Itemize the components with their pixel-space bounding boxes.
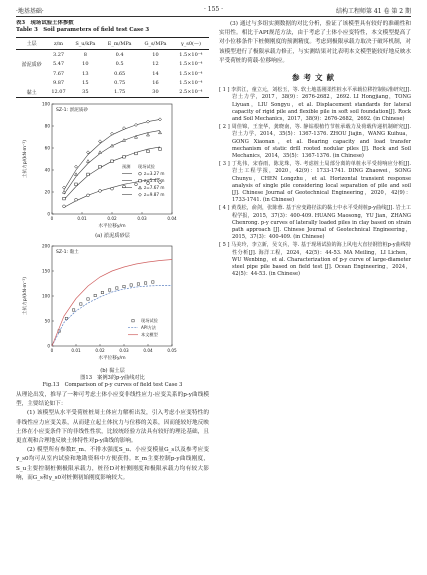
data-point xyxy=(101,291,103,293)
legend-label: z=9.87 m xyxy=(144,192,165,197)
table-row xyxy=(16,59,209,69)
data-point xyxy=(135,183,138,186)
soil-parameter-table xyxy=(16,37,209,98)
data-point xyxy=(63,186,66,189)
legend-marker xyxy=(139,193,142,196)
header-rule xyxy=(16,16,411,17)
reference-item: [ 4 ] 黄茂松，俞剑，张陈蓉. 基于应变路径法的黏土中水平受荷桩p-y曲线[J]. 岩土工程学报，2015，37(3)：400-409. HUANG Maosong，YU Jian，ZHANG Chenrong. p-y curves of laterally loaded piles in clay based on strain path approach [J]. Chinese Journal of Geotechnical Engineering，2015，37(3)：400-409. (in Chinese) xyxy=(219,205,411,241)
data-point xyxy=(147,150,150,153)
table-cell: 14 xyxy=(152,70,159,77)
y-tick-label: 50 xyxy=(44,318,50,324)
data-point xyxy=(75,173,78,176)
data-point xyxy=(65,317,67,319)
table-cell xyxy=(16,50,47,60)
x-tick-label: 0 xyxy=(50,348,54,353)
x-tick-label: 0.03 xyxy=(119,348,129,353)
reference-item: [ 3 ] 丁兆伟，宋春雨，陈龙珠，等. 考虑桩土局部分离的单桩水平受荷响应分析[J]. 岩土工程学报，2020，42(9)：1733-1741. DING Zhaowei，SONG Chunyu，CHEN Longzhu，et al. Horizontal transient response analysis of single pile considering local separation of pile and soil [J]. Chinese Journal of Geotechnical Engineering，2020，42(9)：1733-1741. (in Chinese) xyxy=(219,160,411,204)
y-tick-label: 80 xyxy=(44,123,50,129)
legend-label: z=7.67 m xyxy=(144,185,165,190)
table-cell: 0.75 xyxy=(114,79,126,86)
data-point xyxy=(144,282,146,284)
data-point xyxy=(75,165,78,168)
data-point xyxy=(63,205,66,208)
table-cell: 13 xyxy=(82,70,89,77)
table-cell: 1.5×10⁻⁴ xyxy=(179,61,203,67)
data-point xyxy=(152,281,154,283)
data-point xyxy=(147,133,150,136)
data-point xyxy=(130,284,132,286)
reference-item: [ 1 ] 李洪江，童立元，刘松玉，等. 软土地基刚柔性桩水平承载位移控制标准研究[J]. 岩土力学，2017，38(9)：2676-2682，2692. LI Hongjiang，TONG Liyuan，LIU Songyu，et al. Displacement standards for lateral capacity of rigid pile and flexible pile in soft soil foundation[J]. Rock and Soil Mechanics，2017，38(9)：2676-2682，2692. (in Chinese) xyxy=(219,87,411,123)
table-header-cell: 土层 xyxy=(16,38,47,50)
table-cell: 15 xyxy=(82,79,89,86)
y-tick-label: 0 xyxy=(47,343,50,349)
data-point xyxy=(87,160,90,163)
table-header-cell: G_s/MPa xyxy=(138,38,172,50)
data-point xyxy=(99,165,102,168)
table-cell: 1.5×10⁻⁴ xyxy=(179,51,203,58)
data-point xyxy=(80,303,82,305)
table-header-row xyxy=(16,38,209,50)
table-cell: 1.5×10⁻⁴ xyxy=(179,79,203,86)
body-paragraph: (2) 模型所有参数E_m、不排水强度S_u、小应变模量G_s以及参考应变γ_s0均可从室内试验和地勘资料中方便获得。E_m主要控制p-y曲线刚度，S_u主要控制桩侧极限承载力，桩径D对桩侧刚度和极限承载力均有较大影响，而G_s和γ_s0对桩侧初始刚度影响较大。 xyxy=(16,447,209,481)
y-tick-label: 100 xyxy=(42,293,50,299)
table-header-cell: γ_s0(—) xyxy=(173,38,209,50)
body-paragraph: (3) 通过与多组实测数据的对比分析，验证了该模型具有较好的准确性和实用性。相比于API规范方法，由于考虑了土体小应变特性，本文模型提高了对小位移条件下桩侧刚度的预测精度。考虑到极限承载力取决于破坏机制，对该模型进行了极限承载力修正，与实测结果对比表明本文模型能较好地反映水平受荷桩的荷载-位移响应。 xyxy=(219,21,411,64)
table-header-cell: E_m/MPa xyxy=(101,38,138,50)
data-point xyxy=(99,190,102,193)
right-column xyxy=(219,20,411,565)
figure-caption-cn: 图13 案例3的p-y曲线对比 xyxy=(80,375,145,381)
page-number: · 155 · xyxy=(203,6,224,13)
data-point xyxy=(135,152,138,155)
y-axis-label: 土抗力p/(kN·m⁻¹) xyxy=(23,139,28,179)
table-title xyxy=(16,20,209,34)
legend-label: 现场试验 xyxy=(141,318,158,323)
table-cell: 12 xyxy=(152,61,159,67)
x-tick-label: 0.05 xyxy=(167,348,177,353)
chart-panel-a xyxy=(16,98,209,233)
body-paragraph: (1) 该模型从水平受荷桩桩周土体应力解析出发，引入考虑小应变特性的非线性应力应变关系，从而建立起土体抗力与位移的关系，因而能较好地反映土体在小应变条件下的非线性性状，比较统经验方法具有较好的理论基础，且更直观和合理地反映土体特性对p-y曲线的影响。 xyxy=(16,410,209,445)
data-point xyxy=(75,183,78,186)
table-cell: 9.87 xyxy=(52,79,65,86)
y-tick-label: 200 xyxy=(42,243,50,249)
x-tick-label: 0.01 xyxy=(71,348,81,353)
table-cell: 30 xyxy=(138,87,172,98)
body-paragraph: 从理论出发，推导了一种可考虑土体小应变非线性应力-应变关系的p-y曲线模型，主要结论如下： xyxy=(16,392,209,408)
figure-caption-en: Fig.13 Comparison of p-y curves of field test Case 3 xyxy=(42,382,183,388)
data-point xyxy=(87,173,90,176)
table-header-cell: S_u/kPa xyxy=(70,38,101,50)
table-row xyxy=(16,50,209,60)
reference-item: [ 5 ] 马美玲，李立新，吴文兵，等. 基于现场试验的海上风电大直径钢管桩p-y曲线特性分析[J]. 海洋工程，2024，42(5)：44-53. MA Meiling，LI Lichen，WU Wenbing，et al. Characterization of p-y curve of large-diameter steel pipe pile based on field test [J]. Ocean Engineering，2024，42(5)：44-53. (in Chinese) xyxy=(219,242,411,278)
table-cell: 7.67 xyxy=(52,70,65,77)
table-header-cell: z/m xyxy=(47,38,69,50)
data-point xyxy=(116,287,118,289)
legend-marker xyxy=(139,179,142,182)
reference-item: [ 2 ] 周佳锦，王奎华，龚晓南，等. 静钻根植竹节桩承载力及荷载传递机制研究[J]. 岩土力学，2014，35(5)：1367-1376. ZHOU Jiajin，WANG Kuihua，GONG Xiaonan，et al. Bearing capacity and load transfer mechanism of static drill rooted nodular piles [J]. Rock and Soil Mechanics，2014，35(5)：1367-1376. (in Chinese) xyxy=(219,124,411,160)
x-tick-label: 0.04 xyxy=(143,348,153,353)
chart-panel-b xyxy=(16,240,209,368)
x-tick-label: 0.02 xyxy=(107,216,117,221)
data-point xyxy=(72,309,74,311)
table-cell: 10 xyxy=(82,61,89,67)
legend-title: 现场试验 xyxy=(138,164,155,169)
table-cell: 12.07 xyxy=(47,87,69,98)
data-point xyxy=(94,294,96,296)
data-point xyxy=(159,131,162,134)
legend-label: z=3.27 m xyxy=(144,171,165,176)
panel-b-caption: (b) 黏土层 xyxy=(100,368,125,374)
journal-title: 结构工程师第 41 卷 第 2 期 xyxy=(336,8,411,15)
table-cell: 淤泥质砂 xyxy=(21,61,42,68)
x-tick-label: 0.04 xyxy=(167,216,177,221)
data-point xyxy=(111,187,114,190)
x-axis-label: 水平位移y/m xyxy=(98,356,126,361)
legend-title: 预测 xyxy=(122,164,131,169)
legend-label: 本文模型 xyxy=(141,332,158,337)
table-cell: 0.5 xyxy=(115,61,124,67)
y-tick-label: 0 xyxy=(47,211,50,217)
data-point xyxy=(99,151,102,154)
x-tick-label: 0 xyxy=(50,216,54,221)
panel-tag: SZ-1: 淤泥质砂 xyxy=(56,108,88,113)
x-tick-label: 0.03 xyxy=(137,216,147,221)
table-cell: 1.5×10⁻⁴ xyxy=(179,70,203,77)
data-point xyxy=(123,127,126,130)
panel-tag: SZ-1: 黏土 xyxy=(56,250,79,255)
data-point xyxy=(111,132,114,135)
x-axis-label: 水平位移y/m xyxy=(98,224,126,229)
table-cell: 1.75 xyxy=(101,87,138,98)
data-point xyxy=(159,118,162,121)
data-point xyxy=(135,123,138,126)
left-column xyxy=(16,20,209,565)
y-axis-label: 土抗力p/(kN·m⁻¹) xyxy=(23,276,28,316)
legend-label: z=5.47 m xyxy=(144,178,165,183)
y-tick-label: 40 xyxy=(44,167,50,173)
data-point xyxy=(111,160,114,163)
y-tick-label: 100 xyxy=(42,101,50,107)
table-cell: 2.5×10⁻⁴ xyxy=(173,87,209,98)
data-point xyxy=(87,298,89,300)
data-point xyxy=(159,148,162,151)
data-point xyxy=(108,289,110,291)
data-point xyxy=(87,194,90,197)
table-cell: 黏土 xyxy=(16,87,47,98)
table-cell: 16 xyxy=(152,79,159,86)
x-tick-label: 0.01 xyxy=(77,216,87,221)
table-cell: 0.4 xyxy=(115,51,124,58)
table-row xyxy=(16,87,209,98)
legend-marker xyxy=(139,186,142,189)
table-cell: 5.47 xyxy=(52,61,65,67)
y-tick-label: 60 xyxy=(44,145,50,151)
table-cell: 35 xyxy=(70,87,101,98)
table-title-cn: 表3 现场试验土体参数 xyxy=(16,20,74,26)
y-tick-label: 20 xyxy=(44,189,50,195)
table-cell: 8 xyxy=(83,51,87,58)
data-point xyxy=(147,120,150,123)
table-title-en: Table 3 Soil parameters of field test Case 3 xyxy=(16,27,150,33)
data-point xyxy=(137,283,139,285)
data-point xyxy=(63,190,66,193)
legend-marker xyxy=(132,320,134,322)
legend-marker xyxy=(139,172,142,175)
table-row xyxy=(16,78,209,87)
panel-a-caption: (a) 淤泥质砂层 xyxy=(95,233,130,239)
data-point xyxy=(123,156,126,159)
table-cell xyxy=(16,69,47,78)
table-cell: 0.65 xyxy=(114,70,126,77)
y-tick-label: 150 xyxy=(42,268,50,274)
data-point xyxy=(75,198,78,201)
table-row xyxy=(16,69,209,78)
references-heading: 参考文献 xyxy=(292,73,338,83)
x-tick-label: 0.02 xyxy=(95,348,105,353)
table-cell: 3.27 xyxy=(52,51,65,58)
legend-label: API方法 xyxy=(141,325,156,330)
running-header-section: ·地基基础· xyxy=(16,8,44,15)
data-point xyxy=(123,285,125,287)
table-cell: 10 xyxy=(152,51,159,58)
table-cell xyxy=(16,78,47,87)
data-point xyxy=(63,197,66,200)
